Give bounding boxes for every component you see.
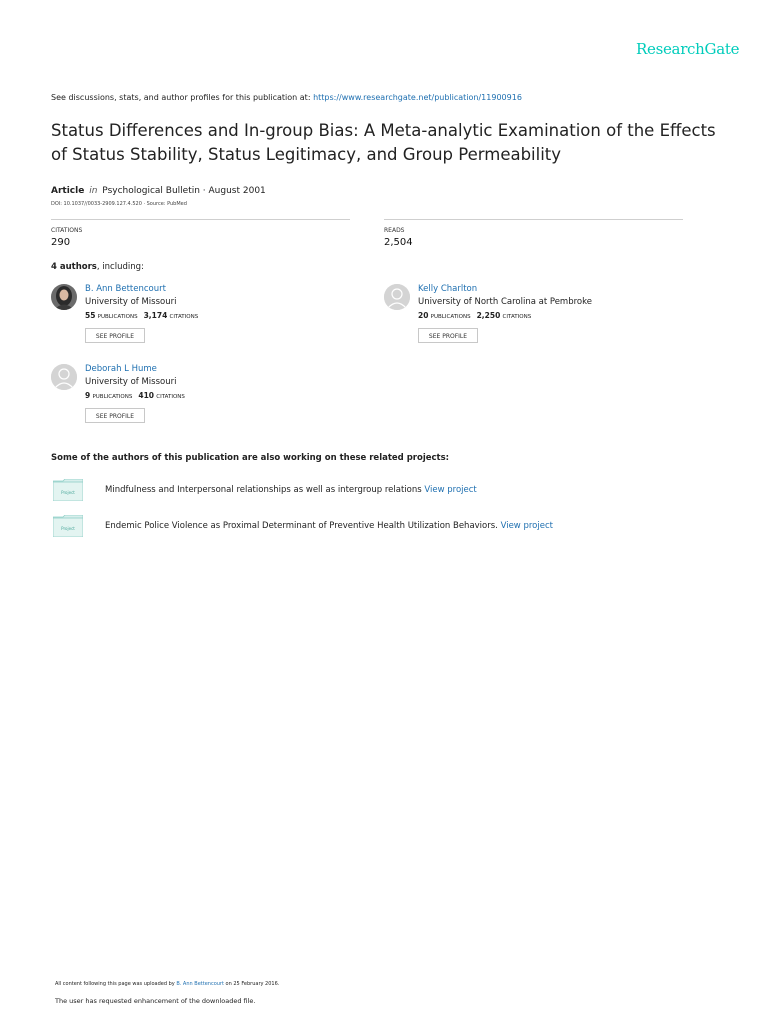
authors-count: 4 authors [51, 262, 97, 272]
author-counts [418, 311, 537, 320]
citations-label: CITATIONS [169, 314, 199, 320]
author-counts [85, 391, 191, 400]
publications-label: PUBLICATIONS [92, 394, 133, 400]
project-folder-icon [53, 479, 83, 501]
reads-label: READS [384, 227, 405, 234]
citations-value: 290 [51, 237, 71, 248]
default-avatar-icon [51, 364, 77, 390]
see-profile-button[interactable]: SEE PROFILE [85, 328, 145, 343]
author-name-link[interactable]: B. Ann Bettencourt [85, 284, 166, 294]
avatar[interactable] [384, 284, 410, 310]
doi-source: DOI: 10.1037//0033-2909.127.4.520 · Source: PubMed [51, 201, 187, 207]
project-item [51, 479, 651, 503]
see-discussions-text: See discussions, stats, and author profiles for this publication at: [51, 93, 311, 102]
view-project-link[interactable]: View project [424, 485, 477, 495]
project-folder-icon [53, 515, 83, 537]
project-text [105, 521, 553, 531]
author-institution: University of North Carolina at Pembroke [418, 297, 592, 307]
project-folder-label: Project [61, 526, 75, 531]
enhancement-note: The user has requested enhancement of the downloaded file. [55, 997, 256, 1005]
project-title: Endemic Police Violence as Proximal Determinant of Preventive Health Utilization Behaviors. [105, 521, 498, 531]
publication-title: Status Differences and In-group Bias: A Meta-analytic Examination of the Effects of Status Stability, Status Legitimacy, and Group Permeability [51, 121, 716, 164]
author-card [51, 284, 351, 346]
author-counts [85, 311, 204, 320]
project-title: Mindfulness and Interpersonal relationships as well as intergroup relations [105, 485, 422, 495]
journal-date: Psychological Bulletin · August 2001 [102, 186, 266, 196]
citations-label: CITATIONS [156, 394, 185, 400]
publications-label: PUBLICATIONS [430, 314, 471, 320]
authors-heading [51, 262, 144, 272]
see-profile-button[interactable]: SEE PROFILE [418, 328, 478, 343]
view-project-link[interactable]: View project [500, 521, 553, 531]
avatar[interactable] [51, 284, 77, 310]
author-institution: University of Missouri [85, 377, 177, 387]
author-photo-icon [51, 284, 77, 310]
related-projects-heading: Some of the authors of this publication are also working on these related projects: [51, 453, 450, 463]
author-institution: University of Missouri [85, 297, 177, 307]
citations-count: 3,174 [143, 311, 168, 320]
upload-note [55, 981, 279, 987]
default-avatar-icon [384, 284, 410, 310]
author-name-link[interactable]: Deborah L Hume [85, 364, 157, 374]
citations-label: CITATIONS [51, 227, 83, 234]
publications-label: PUBLICATIONS [97, 314, 138, 320]
avatar[interactable] [51, 364, 77, 390]
author-card [384, 284, 684, 346]
author-name-link[interactable]: Kelly Charlton [418, 284, 478, 294]
see-profile-button[interactable]: SEE PROFILE [85, 408, 145, 423]
publication-url-link[interactable]: https://www.researchgate.net/publication/11900916 [313, 93, 522, 102]
publications-count: 55 [85, 311, 96, 320]
uploader-link[interactable]: B. Ann Bettencourt [176, 981, 224, 987]
uploaded-suffix: on 25 February 2016. [225, 981, 280, 987]
article-type: Article [51, 186, 85, 196]
citations-label: CITATIONS [502, 314, 532, 320]
uploaded-prefix: All content following this page was uploaded by [55, 981, 175, 987]
publications-count: 20 [418, 311, 429, 320]
reads-value: 2,504 [384, 237, 413, 248]
citations-count: 410 [138, 391, 155, 400]
citations-divider [51, 219, 350, 220]
publications-count: 9 [85, 391, 91, 400]
article-meta [51, 186, 266, 196]
project-text [105, 485, 477, 495]
project-item [51, 515, 651, 539]
reads-divider [384, 219, 683, 220]
see-discussions-line [51, 93, 522, 102]
researchgate-logo[interactable]: ResearchGate [636, 40, 740, 58]
author-card [51, 364, 351, 426]
authors-including: , including: [96, 262, 144, 272]
citations-count: 2,250 [476, 311, 501, 320]
in-label: in [89, 186, 98, 196]
project-folder-label: Project [61, 490, 75, 495]
